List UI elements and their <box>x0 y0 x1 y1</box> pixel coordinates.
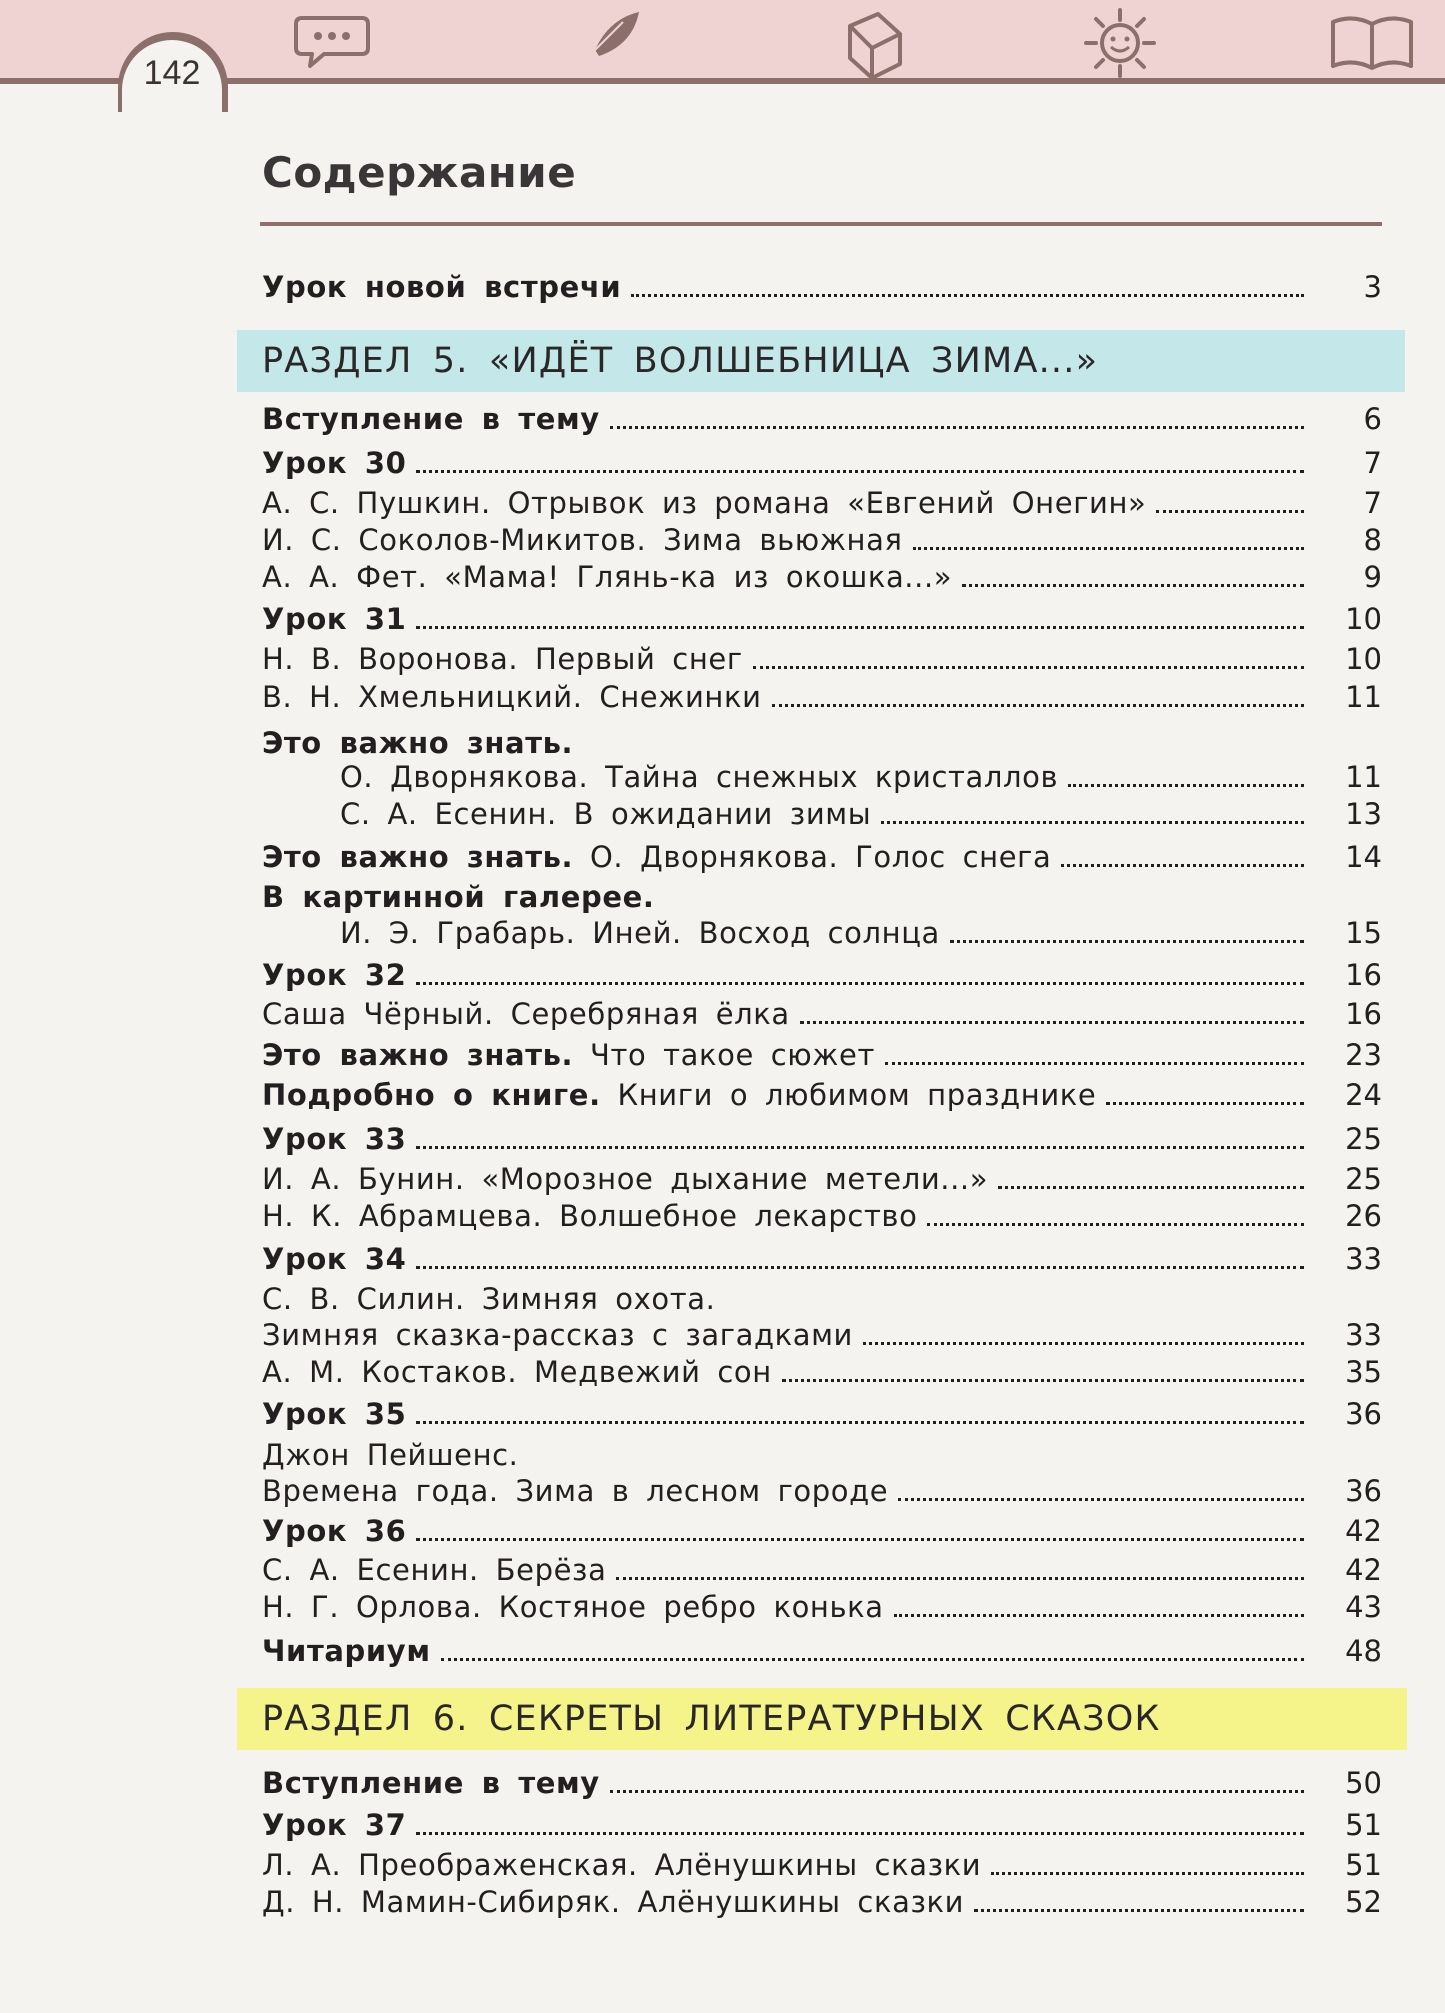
toc-page-number: 48 <box>1345 1634 1382 1668</box>
toc-entry-title: Урок новой встречи <box>262 270 622 304</box>
toc-page-number: 24 <box>1345 1078 1382 1112</box>
toc-entry-title: А. А. Фет. «Мама! Глянь-ка из окошка...» <box>262 560 953 594</box>
toc-page-number: 7 <box>1363 486 1382 520</box>
toc-page-number: 42 <box>1345 1514 1382 1548</box>
dot-leader <box>416 1832 1304 1835</box>
toc-row[interactable] <box>262 1588 1312 1626</box>
toc-row[interactable] <box>262 1240 1312 1278</box>
dot-leader <box>772 704 1304 707</box>
dot-leader <box>616 1577 1304 1580</box>
dot-leader <box>974 1909 1304 1912</box>
toc-row[interactable] <box>262 444 1312 482</box>
toc-row[interactable] <box>262 1120 1312 1158</box>
toc-page-number: 3 <box>1363 270 1382 304</box>
toc-entry-bold: Урок 33 <box>262 1122 407 1156</box>
toc-entry-title: И. Э. Грабарь. Иней. Восход солнца <box>340 916 940 950</box>
toc-row[interactable] <box>262 1806 1312 1844</box>
dot-leader <box>416 1146 1304 1149</box>
toc-page-number: 36 <box>1345 1397 1382 1431</box>
toc-entry-title: Н. Г. Орлова. Костяное ребро конька <box>262 1590 884 1624</box>
toc-page-number: 7 <box>1363 446 1382 480</box>
toc-row[interactable] <box>262 521 1312 559</box>
toc-page-number: 42 <box>1345 1553 1382 1587</box>
toc-entry-title: Саша Чёрный. Серебряная ёлка <box>262 997 790 1031</box>
section-heading-6: РАЗДЕЛ 6. СЕКРЕТЫ ЛИТЕРАТУРНЫХ СКАЗОК <box>237 1688 1407 1750</box>
toc-entry-title: О. Дворнякова. Голос снега <box>590 840 1052 874</box>
toc-row[interactable] <box>262 1551 1312 1589</box>
toc-page-number: 36 <box>1345 1474 1382 1508</box>
toc-entry-title: С. А. Есенин. В ожидании зимы <box>340 797 872 831</box>
toc-page-number: 10 <box>1345 602 1382 636</box>
dot-leader <box>782 1379 1304 1382</box>
toc-entry-bold: Урок 34 <box>262 1242 407 1276</box>
dot-leader <box>416 1538 1304 1541</box>
toc-subheading <box>262 1436 1312 1474</box>
toc-entry-title: Н. В. Воронова. Первый снег <box>262 642 743 676</box>
toc-entry-title: Книги о любимом празднике <box>617 1078 1097 1112</box>
dot-leader <box>881 821 1304 824</box>
toc-page-number: 33 <box>1345 1242 1382 1276</box>
toc-page-number: 51 <box>1345 1848 1382 1882</box>
dot-leader <box>1068 784 1304 787</box>
dot-leader <box>894 1614 1304 1617</box>
dot-leader <box>913 547 1305 550</box>
toc-row[interactable] <box>262 268 1312 306</box>
dot-leader <box>416 982 1304 985</box>
dot-leader <box>962 584 1304 587</box>
dot-leader <box>991 1872 1304 1875</box>
toc-row[interactable] <box>262 678 1312 716</box>
toc-row[interactable] <box>262 1197 1312 1235</box>
section-heading-5: РАЗДЕЛ 5. «ИДЁТ ВОЛШЕБНИЦА ЗИМА...» <box>237 330 1405 392</box>
toc-entry-title: Н. К. Абрамцева. Волшебное лекарство <box>262 1199 918 1233</box>
toc-entry-title: И. А. Бунин. «Морозное дыхание метели...» <box>262 1162 989 1196</box>
toc-page-number: 10 <box>1345 642 1382 676</box>
toc-entry-bold: Читариум <box>262 1634 431 1668</box>
dot-leader <box>998 1186 1304 1189</box>
toc-page-number: 50 <box>1345 1766 1382 1800</box>
toc-entry-bold: Урок 35 <box>262 1397 407 1431</box>
toc-page-number: 8 <box>1363 523 1382 557</box>
toc-row[interactable] <box>262 838 1312 876</box>
toc-entry-title: Д. Н. Мамин-Сибиряк. Алёнушкины сказки <box>262 1885 965 1919</box>
toc-row[interactable] <box>262 1512 1312 1550</box>
toc-page-number: 11 <box>1345 760 1382 794</box>
toc-page-number: 11 <box>1345 680 1382 714</box>
toc-entry-title: Времена года. Зима в лесном городе <box>262 1474 889 1508</box>
toc-entry-bold: Подробно о книге. <box>262 1078 601 1112</box>
toc-page-number: 25 <box>1345 1122 1382 1156</box>
toc-row[interactable] <box>340 914 1312 952</box>
toc-entry-title: С. В. Силин. Зимняя охота. <box>262 1282 716 1316</box>
toc-entry-bold: В картинной галерее. <box>262 880 655 914</box>
toc-entry-bold: Урок 32 <box>262 958 407 992</box>
toc-entry-title: Л. А. Преображенская. Алёнушкины сказки <box>262 1848 982 1882</box>
toc-page-number: 6 <box>1363 402 1382 436</box>
toc-page-number: 33 <box>1345 1318 1382 1352</box>
toc-row[interactable] <box>262 640 1312 678</box>
toc-entry-bold: Вступление в тему <box>262 402 600 436</box>
dot-leader <box>441 1658 1304 1661</box>
dot-leader <box>898 1498 1304 1501</box>
dot-leader <box>416 470 1304 473</box>
page-number: 142 <box>122 40 222 114</box>
toc-page-number: 35 <box>1345 1355 1382 1389</box>
toc-row[interactable] <box>262 600 1312 638</box>
toc-page-number: 13 <box>1345 797 1382 831</box>
toc-row[interactable] <box>340 795 1312 833</box>
toc-entry-bold: Урок 31 <box>262 602 407 636</box>
toc-page-number: 43 <box>1345 1590 1382 1624</box>
toc-row[interactable] <box>262 1036 1312 1074</box>
dot-leader <box>863 1342 1304 1345</box>
toc-row[interactable] <box>262 956 1312 994</box>
toc-page-number: 25 <box>1345 1162 1382 1196</box>
toc-entry-title: И. С. Соколов-Микитов. Зима вьюжная <box>262 523 903 557</box>
toc-entry-bold: Урок 37 <box>262 1808 407 1842</box>
toc-row[interactable] <box>262 1472 1312 1510</box>
toc-subheading <box>262 1280 1312 1318</box>
toc-row[interactable] <box>262 1883 1312 1921</box>
dot-leader <box>753 666 1304 669</box>
dot-leader <box>416 1266 1304 1269</box>
dot-leader <box>1156 510 1304 513</box>
dot-leader <box>416 1421 1304 1424</box>
page-title: Содержание <box>262 148 577 197</box>
toc-row[interactable] <box>340 758 1312 796</box>
dot-leader <box>610 1790 1304 1793</box>
toc-entry-title: В. Н. Хмельницкий. Снежинки <box>262 680 762 714</box>
toc-page-number: 26 <box>1345 1199 1382 1233</box>
toc-entry-title: А. С. Пушкин. Отрывок из романа «Евгений Онегин» <box>262 486 1147 520</box>
toc-entry-bold: Это важно знать. <box>262 1038 574 1072</box>
toc-page-number: 9 <box>1363 560 1382 594</box>
toc-row[interactable] <box>262 1632 1312 1670</box>
toc-page-number: 23 <box>1345 1038 1382 1072</box>
dot-leader <box>631 294 1304 297</box>
toc-page-number: 16 <box>1345 958 1382 992</box>
toc-page-number: 51 <box>1345 1808 1382 1842</box>
toc-entry-title: Джон Пейшенс. <box>262 1438 519 1472</box>
toc-row[interactable] <box>262 1764 1312 1802</box>
toc-page-number: 15 <box>1345 916 1382 950</box>
toc-subheading <box>262 724 1312 762</box>
toc-row[interactable] <box>262 558 1312 596</box>
toc-entry-bold: Урок 30 <box>262 446 407 480</box>
toc-row[interactable] <box>262 1846 1312 1884</box>
toc-entry-title: О. Дворнякова. Тайна снежных кристаллов <box>340 760 1059 794</box>
toc-page-number: 16 <box>1345 997 1382 1031</box>
toc-row[interactable] <box>262 1076 1312 1114</box>
toc-row[interactable] <box>262 995 1312 1033</box>
toc-entry-title: Зимняя сказка-рассказ с загадками <box>262 1318 854 1352</box>
dot-leader <box>800 1021 1304 1024</box>
toc-page-number: 52 <box>1345 1885 1382 1919</box>
toc-entry-title: С. А. Есенин. Берёза <box>262 1553 607 1587</box>
toc-row[interactable] <box>262 1353 1312 1391</box>
toc-row[interactable] <box>262 1316 1312 1354</box>
toc-row[interactable] <box>262 484 1312 522</box>
toc-entry-bold: Это важно знать. <box>262 840 574 874</box>
dot-leader <box>1106 1102 1304 1105</box>
toc-subheading <box>262 878 1312 916</box>
toc-row[interactable] <box>262 1160 1312 1198</box>
toc-row[interactable] <box>262 400 1312 438</box>
dot-leader <box>610 426 1304 429</box>
toc-entry-bold: Вступление в тему <box>262 1766 600 1800</box>
dot-leader <box>885 1062 1304 1065</box>
toc-page-number: 14 <box>1345 840 1382 874</box>
toc-entry-title: А. М. Костаков. Медвежий сон <box>262 1355 772 1389</box>
dot-leader <box>950 940 1304 943</box>
toc-row[interactable] <box>262 1395 1312 1433</box>
dot-leader <box>1061 864 1304 867</box>
dot-leader <box>927 1223 1304 1226</box>
dot-leader <box>416 626 1304 629</box>
toc-entry-title: Что такое сюжет <box>590 1038 875 1072</box>
toc-entry-bold: Урок 36 <box>262 1514 407 1548</box>
toc-entry-bold: Это важно знать. <box>262 726 574 760</box>
